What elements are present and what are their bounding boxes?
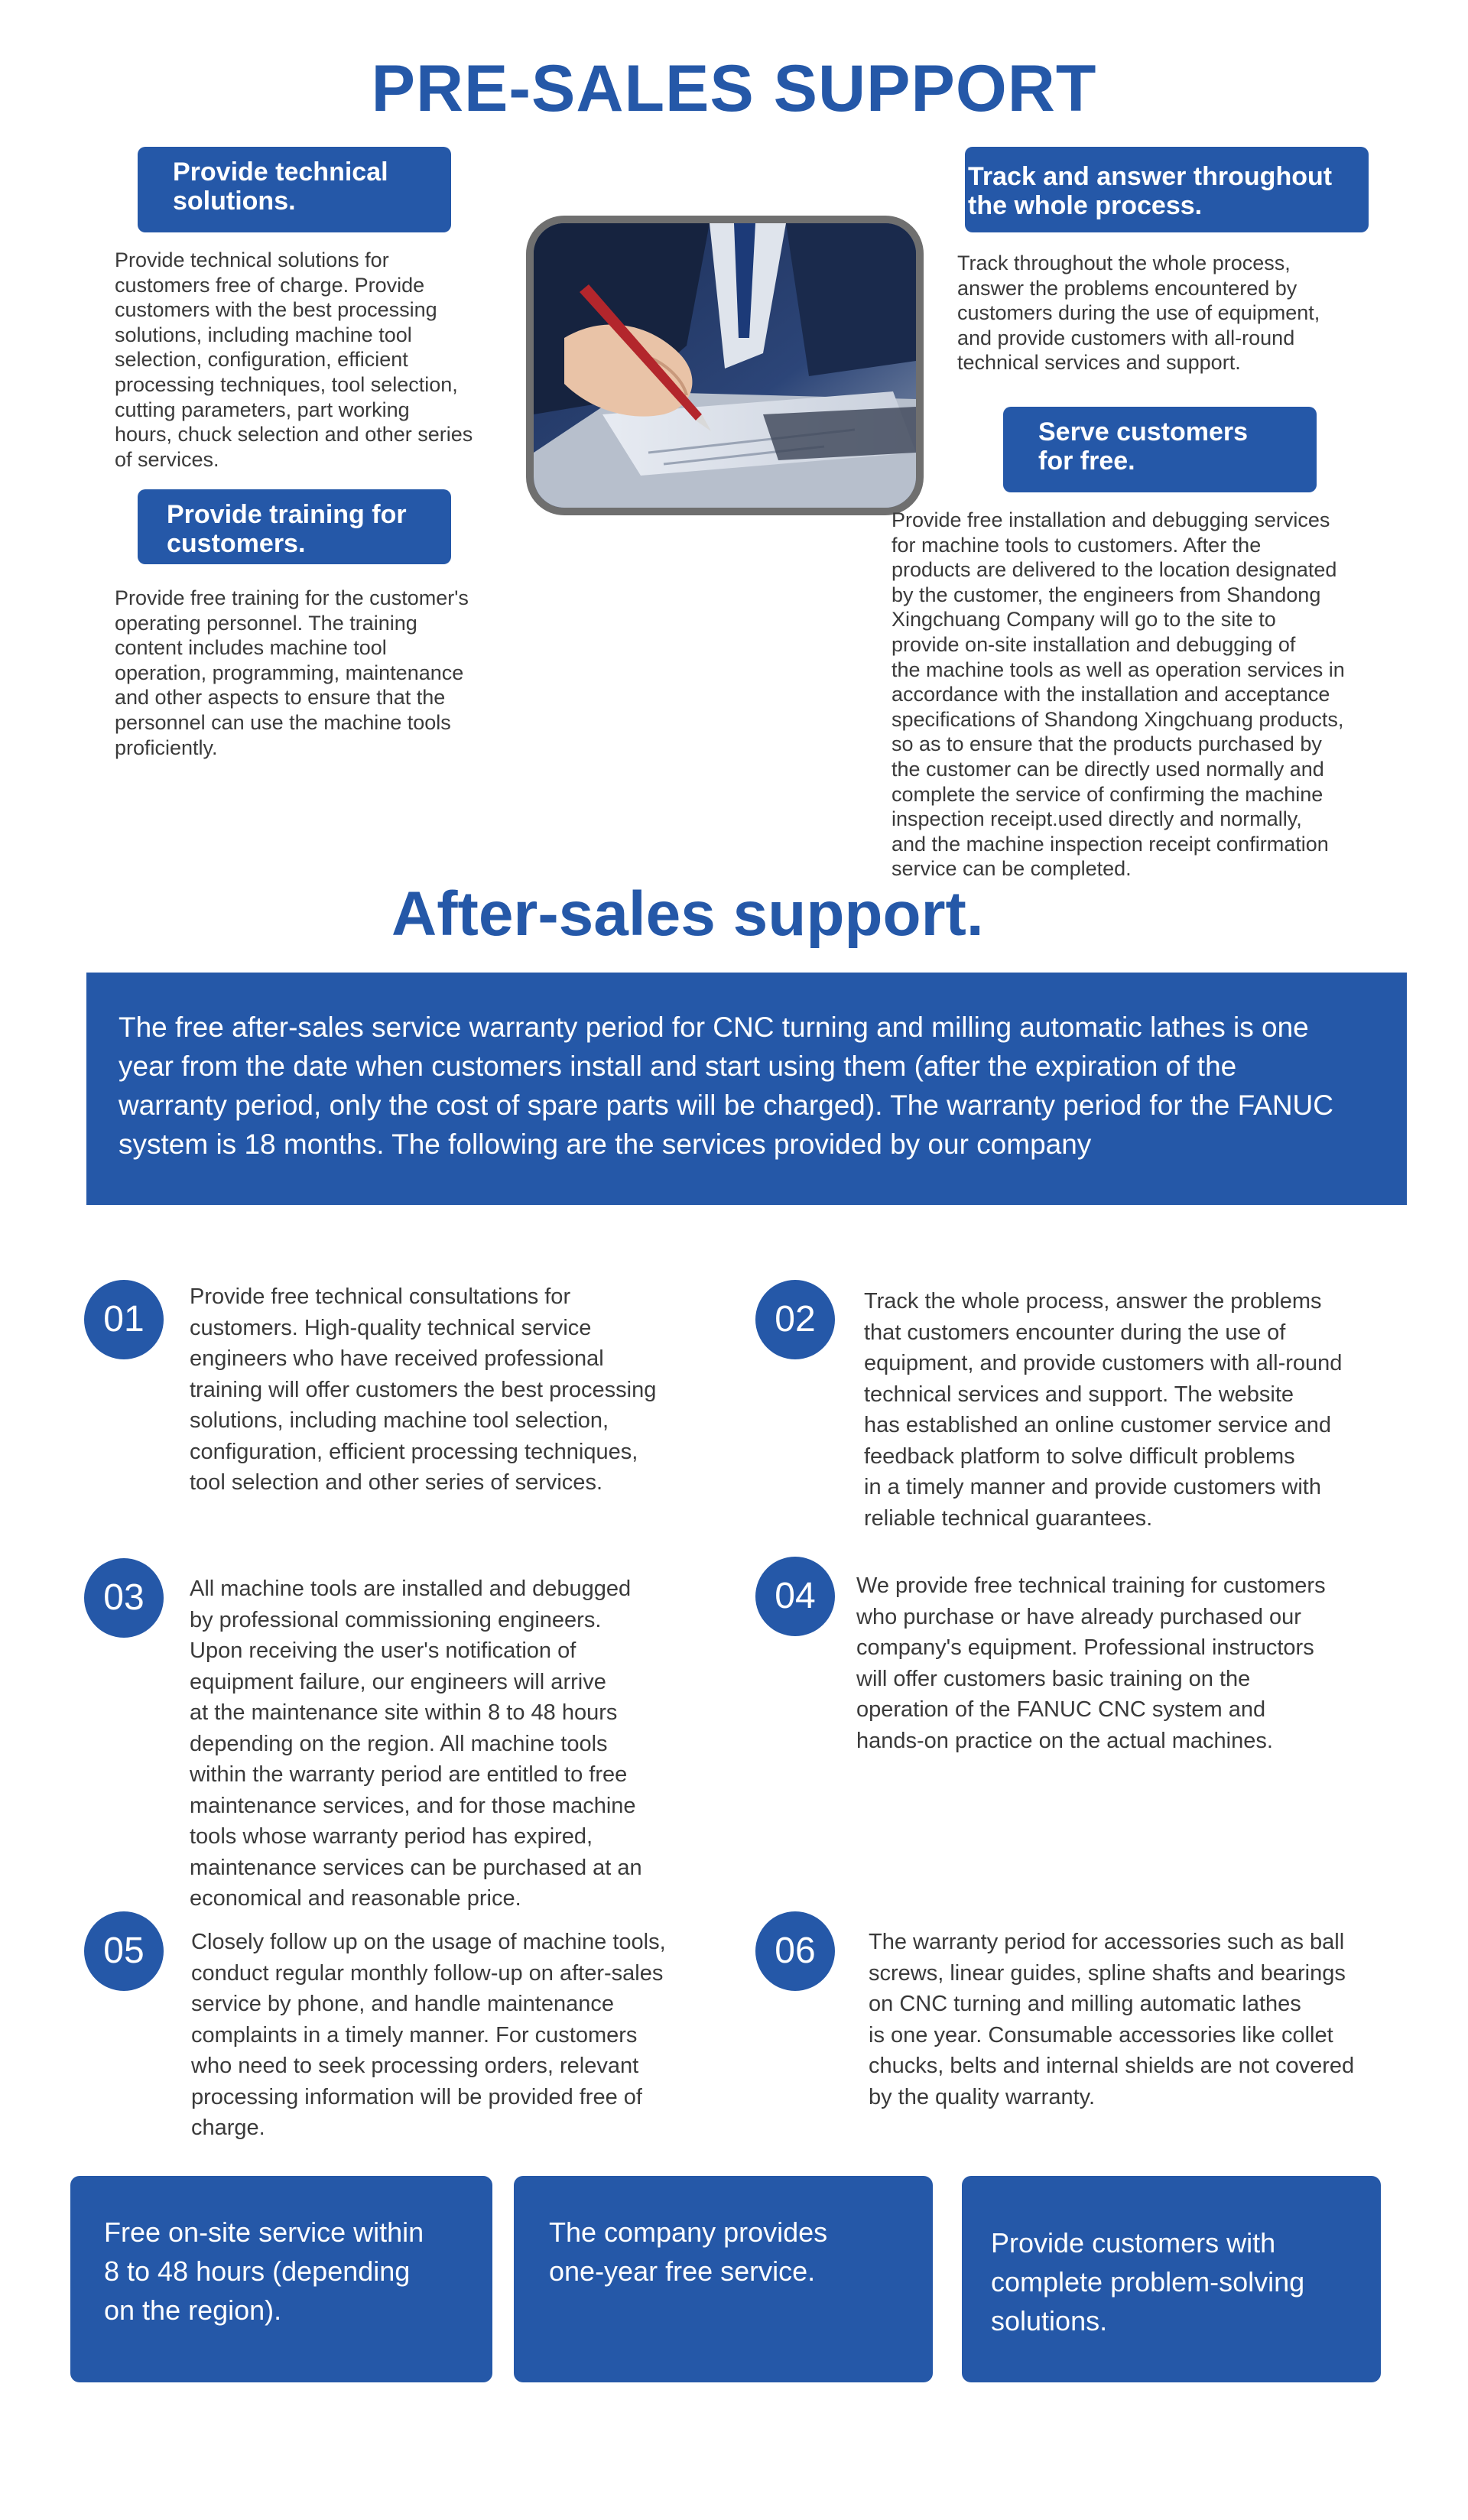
- service-text-05: Closely follow up on the usage of machine tools, conduct regular monthly follow-up on after-sales service by phone, and handle maintenance complaints in a timely manner. For customers who need to seek processing orders, relevant processing information will be provided free of charge.: [191, 1930, 666, 2140]
- service-number-06: 06: [755, 1911, 835, 1991]
- service-number-05: 05: [84, 1911, 164, 1991]
- heading-serve-free: Serve customers for free.: [1003, 407, 1317, 492]
- heading-track-answer: Track and answer throughout the whole process.: [965, 147, 1369, 232]
- service-number-01: 01: [84, 1280, 164, 1359]
- service-text-01: Provide free technical consultations for customers. High-quality technical service engineers who have received professional training will offer customers the best processing solutions, including machine tool selection, configuration, efficient processing techniques, tool selection and other series of services.: [190, 1284, 657, 1495]
- text-technical-solutions: Provide technical solutions for customers free of charge. Provide customers with the best processing solutions, including machine tool selection, configuration, efficient processing techniques, tool selection, cutting parameters, part working hours, chuck selection and other series of services.: [115, 248, 473, 471]
- text-training: Provide free training for the customer's operating personnel. The training content includes machine tool operation, programming, maintenance and other aspects to ensure that the personnel can use the machine tools proficiently.: [115, 586, 469, 759]
- card-onsite-service-text: Free on-site service within 8 to 48 hours (depending on the region).: [104, 2216, 424, 2326]
- service-text-04: We provide free technical training for customers who purchase or have already purchased our company's equipment. Professional instructors will offer customers basic training on the operation of the FANUC CNC system and hands-on practice on the actual machines.: [856, 1573, 1326, 1753]
- card-solutions-text: Provide customers with complete problem-solving solutions.: [991, 2227, 1305, 2337]
- service-number-02: 02: [755, 1280, 835, 1359]
- business-photo: [526, 216, 924, 515]
- signing-document-image: [534, 223, 916, 508]
- text-serve-free: Provide free installation and debugging services for machine tools to customers. After the products are delivered to the location designated by the customer, the engineers from Shandong Xingchuang Company will go to the site to provide on-site installation and debugging of the machine tools as well as operation services in accordance with the installation and acceptance specifications of Shandong Xingchuang products, so as to ensure that the products purchased by the customer can be directly used normally and complete the service of confirming the machine inspection receipt.used directly and normally, and the machine inspection receipt confirmation service can be completed.: [892, 508, 1345, 881]
- aftersales-title: After-sales support.: [391, 879, 984, 949]
- service-number-04: 04: [755, 1557, 835, 1636]
- heading-training: Provide training for customers.: [138, 489, 451, 564]
- heading-technical-solutions: Provide technical solutions.: [138, 147, 451, 232]
- text-track-answer: Track throughout the whole process, answer the problems encountered by customers during the use of equipment, and provide customers with all-round technical services and support.: [957, 252, 1320, 375]
- warranty-intro: The free after-sales service warranty period for CNC turning and milling automatic lathes is one year from the date when customers install and start using them (after the expiration of the warranty period, only the cost of spare parts will be charged). The warranty period for the FANUC system is 18 months. The following are the services provided by our company: [119, 1012, 1333, 1160]
- card-free-service-text: The company provides one-year free service.: [549, 2216, 828, 2287]
- presales-title: PRE-SALES SUPPORT: [371, 52, 1097, 125]
- service-text-03: All machine tools are installed and debugged by professional commissioning engineers. Upon receiving the user's notification of equipment failure, our engineers will arrive at the maintenance site within 8 to 48 hours depending on the region. All machine tools within the warranty period are entitled to free maintenance services, and for those machine tools whose warranty period has expired, maintenance services can be purchased at an economical and reasonable price.: [190, 1577, 642, 1911]
- service-text-02: Track the whole process, answer the problems that customers encounter during the use of equipment, and provide customers with all-round technical services and support. The website has established an online customer service and feedback platform to solve difficult problems in a timely manner and provide customers with reliable technical guarantees.: [864, 1289, 1343, 1531]
- service-number-03: 03: [84, 1558, 164, 1638]
- service-text-06: The warranty period for accessories such as ball screws, linear guides, spline shafts and bearings on CNC turning and milling automatic lathes is one year. Consumable accessories like collet chucks, belts and internal shields are not covered by the quality warranty.: [869, 1930, 1355, 2109]
